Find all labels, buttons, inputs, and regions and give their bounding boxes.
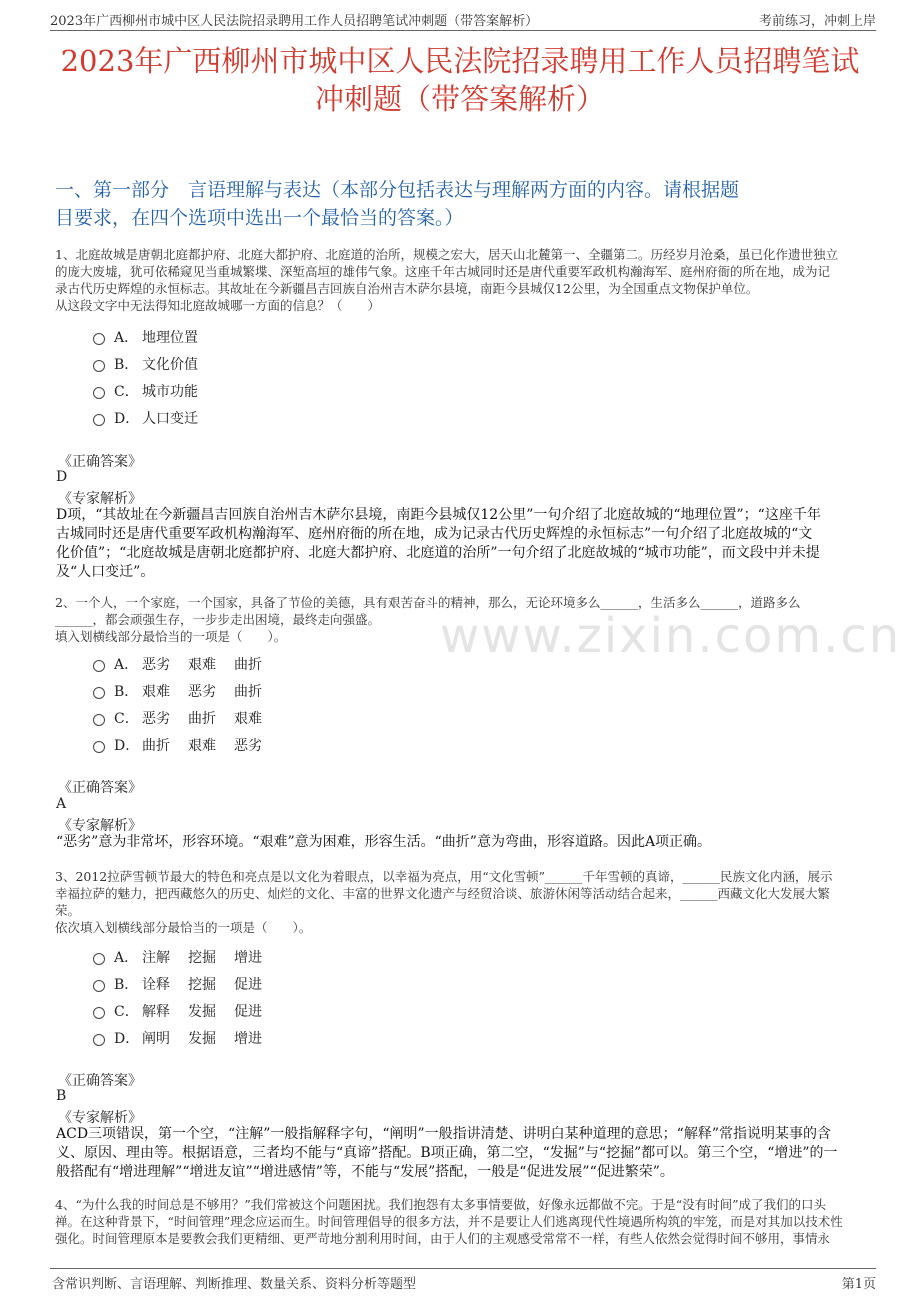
explanation-line: 古城同时还是唐代重要军政机构瀚海军、庭州府衙的所在地，成为记录古代历史辉煌的永恒标志”一句介绍了北庭故城的“文 xyxy=(56,526,813,542)
page-number: 第1页 xyxy=(841,1277,876,1292)
option-d[interactable]: D． 阐明 发掘 增进 xyxy=(93,1028,280,1048)
radio-icon[interactable] xyxy=(93,387,105,399)
explanation-text xyxy=(56,1125,874,1182)
explanation-line: ACD三项错误，第一个空，“注解”一般指解释字句，“阐明”一般指讲清楚、讲明白某种道理的意思；“解释”常指说明某事的含 xyxy=(56,1126,831,1142)
question-4-stem xyxy=(55,1196,874,1247)
radio-icon[interactable] xyxy=(93,980,105,992)
stem-line: 3、2012拉萨雪顿节最大的特色和亮点是以文化为着眼点，以幸福为亮点，用“文化雪顿”______千年雪顿的真谛，______民族文化内涵，展示 xyxy=(55,869,833,884)
stem-line: 荣。 xyxy=(55,903,81,918)
page-title-line-2: 冲刺题（带答案解析） xyxy=(314,82,605,116)
radio-icon[interactable] xyxy=(93,1034,105,1046)
header-divider xyxy=(50,30,876,31)
section-heading xyxy=(55,176,872,232)
stem-line: 2、一个人，一个家庭，一个国家，具备了节俭的美德，具有艰苦奋斗的精神，那么，无论环境多么______，生活多么______，道路多么 xyxy=(55,595,801,610)
radio-icon[interactable] xyxy=(93,1007,105,1019)
stem-line: 从这段文字中无法得知北庭故城哪一方面的信息？（ ） xyxy=(55,298,381,313)
header-slogan: 考前练习，冲刺上岸 xyxy=(758,14,876,29)
footer-divider xyxy=(50,1268,876,1269)
page-title xyxy=(40,42,880,118)
explanation-text xyxy=(56,833,874,852)
stem-line: 录古代历史辉煌的永恒标志。其故址在今新疆昌吉回族自治州吉木萨尔县境，南距今县城仅12公里，为全国重点文物保护单位。 xyxy=(55,281,759,296)
explanation-line: “恶劣”意为非常坏，形容环境。“艰难”意为困难，形容生活。“曲折”意为弯曲，形容道路。因此A项正确。 xyxy=(56,834,712,850)
option-a[interactable]: A． 地理位置 xyxy=(93,327,216,347)
footer-note: 含常识判断、言语理解、判断推理、数量关系、资料分析等题型 xyxy=(52,1277,417,1292)
answer-value: D xyxy=(56,469,68,485)
explanation-label: 《专家解析》 xyxy=(58,491,142,507)
stem-line: 禅。在这种背景下，“时间管理”理念应运而生。时间管理倡导的很多方法，并不是要让人们逃离现代性境遇所构筑的牢笼，而是对其加以技术性 xyxy=(55,1214,843,1229)
stem-line: 填入划横线部分最恰当的一项是（ ）。 xyxy=(55,629,287,644)
watermark: www.zixin.com.cn xyxy=(440,608,902,664)
option-c[interactable]: C． 城市功能 xyxy=(93,381,216,401)
stem-line: 幸福拉萨的魅力，把西藏悠久的历史、灿烂的文化、丰富的世界文化遗产与经贸洽谈、旅游休闲等活动结合起来，______西藏文化大发展大繁 xyxy=(55,886,831,901)
explanation-label: 《专家解析》 xyxy=(58,1110,142,1126)
question-3-stem xyxy=(55,868,874,936)
option-b[interactable]: B． 艰难 恶劣 曲折 xyxy=(93,681,280,701)
answer-value: A xyxy=(56,796,67,812)
question-2-stem xyxy=(55,594,874,645)
explanation-line: 义、原因、理由等。根据语意，三者均不能与“真谛”搭配。B项正确，第二空，“发掘”与“挖掘”都可以。第三个空，“增进”的一 xyxy=(56,1145,838,1161)
explanation-line: D项，“其故址在今新疆昌吉回族自治州吉木萨尔县境，南距今县城仅12公里”一句介绍了北庭故城的“地理位置”；“这座千年 xyxy=(56,507,821,523)
option-b[interactable]: B． 文化价值 xyxy=(93,354,216,374)
answer-value: B xyxy=(56,1088,67,1104)
stem-line: 的庞大废墟，犹可依稀窥见当重城繁堞、深堑高垣的雄伟气象。这座千年古城同时还是唐代重要军政机构瀚海军、庭州府衙的所在地，成为记 xyxy=(55,264,831,279)
option-d[interactable]: D． 曲折 艰难 恶劣 xyxy=(93,735,280,755)
radio-icon[interactable] xyxy=(93,953,105,965)
radio-icon[interactable] xyxy=(93,414,105,426)
stem-line: ______，都会顽强生存，一步步走出困境，最终走向强盛。 xyxy=(55,612,381,627)
radio-icon[interactable] xyxy=(93,333,105,345)
radio-icon[interactable] xyxy=(93,687,105,699)
stem-line: 4、“为什么我的时间总是不够用？”我们常被这个问题困扰。我们抱怨有太多事情要做，好像永远都做不完。于是“没有时间”成了我们的口头 xyxy=(55,1197,827,1212)
explanation-text xyxy=(56,506,874,582)
stem-line: 依次填入划横线部分最恰当的一项是（ ）。 xyxy=(55,920,312,935)
stem-line: 1、北庭故城是唐朝北庭都护府、北庭大都护府、北庭道的治所，规模之宏大，居天山北麓第一、全疆第二。历经岁月沧桑，虽已化作遗世独立 xyxy=(55,247,838,262)
stem-line: 强化。时间管理原本是要教会我们更精细、更严苛地分割利用时间，由于人们的主观感受常常不一样，有些人依然会觉得时间不够用，事情永 xyxy=(55,1231,831,1246)
radio-icon[interactable] xyxy=(93,660,105,672)
explanation-label: 《专家解析》 xyxy=(58,818,142,834)
header-doc-title: 2023年广西柳州市城中区人民法院招录聘用工作人员招聘笔试冲刺题（带答案解析） xyxy=(50,14,539,29)
radio-icon[interactable] xyxy=(93,741,105,753)
option-c[interactable]: C． 恶劣 曲折 艰难 xyxy=(93,708,280,728)
answer-label: 《正确答案》 xyxy=(58,1073,142,1089)
explanation-line: 及“人口变迁”。 xyxy=(56,564,155,580)
option-b[interactable]: B． 诠释 挖掘 促进 xyxy=(93,974,280,994)
explanation-line: 般搭配有“增进理解”“增进友谊”“增进感情”等，不能与“发展”搭配，一般是“促进发展”“促进繁荣”。 xyxy=(56,1164,674,1180)
section-heading-line-2: 目要求，在四个选项中选出一个最恰当的答案。） xyxy=(55,207,464,229)
section-heading-line-1: 一、第一部分 言语理解与表达（本部分包括表达与理解两方面的内容。请根据题 xyxy=(55,179,740,201)
question-1-stem xyxy=(55,246,874,314)
page-title-line-1: 2023年广西柳州市城中区人民法院招录聘用工作人员招聘笔试 xyxy=(60,44,860,78)
option-a[interactable]: A． 注解 挖掘 增进 xyxy=(93,947,280,967)
answer-label: 《正确答案》 xyxy=(58,780,142,796)
answer-label: 《正确答案》 xyxy=(58,454,142,470)
option-a[interactable]: A． 恶劣 艰难 曲折 xyxy=(93,654,280,674)
radio-icon[interactable] xyxy=(93,714,105,726)
explanation-line: 化价值”；“北庭故城是唐朝北庭都护府、北庭大都护府、北庭道的治所”一句介绍了北庭故城的“城市功能”，而文段中并未提 xyxy=(56,545,820,561)
option-d[interactable]: D． 人口变迁 xyxy=(93,408,216,428)
option-c[interactable]: C． 解释 发掘 促进 xyxy=(93,1001,280,1021)
radio-icon[interactable] xyxy=(93,360,105,372)
